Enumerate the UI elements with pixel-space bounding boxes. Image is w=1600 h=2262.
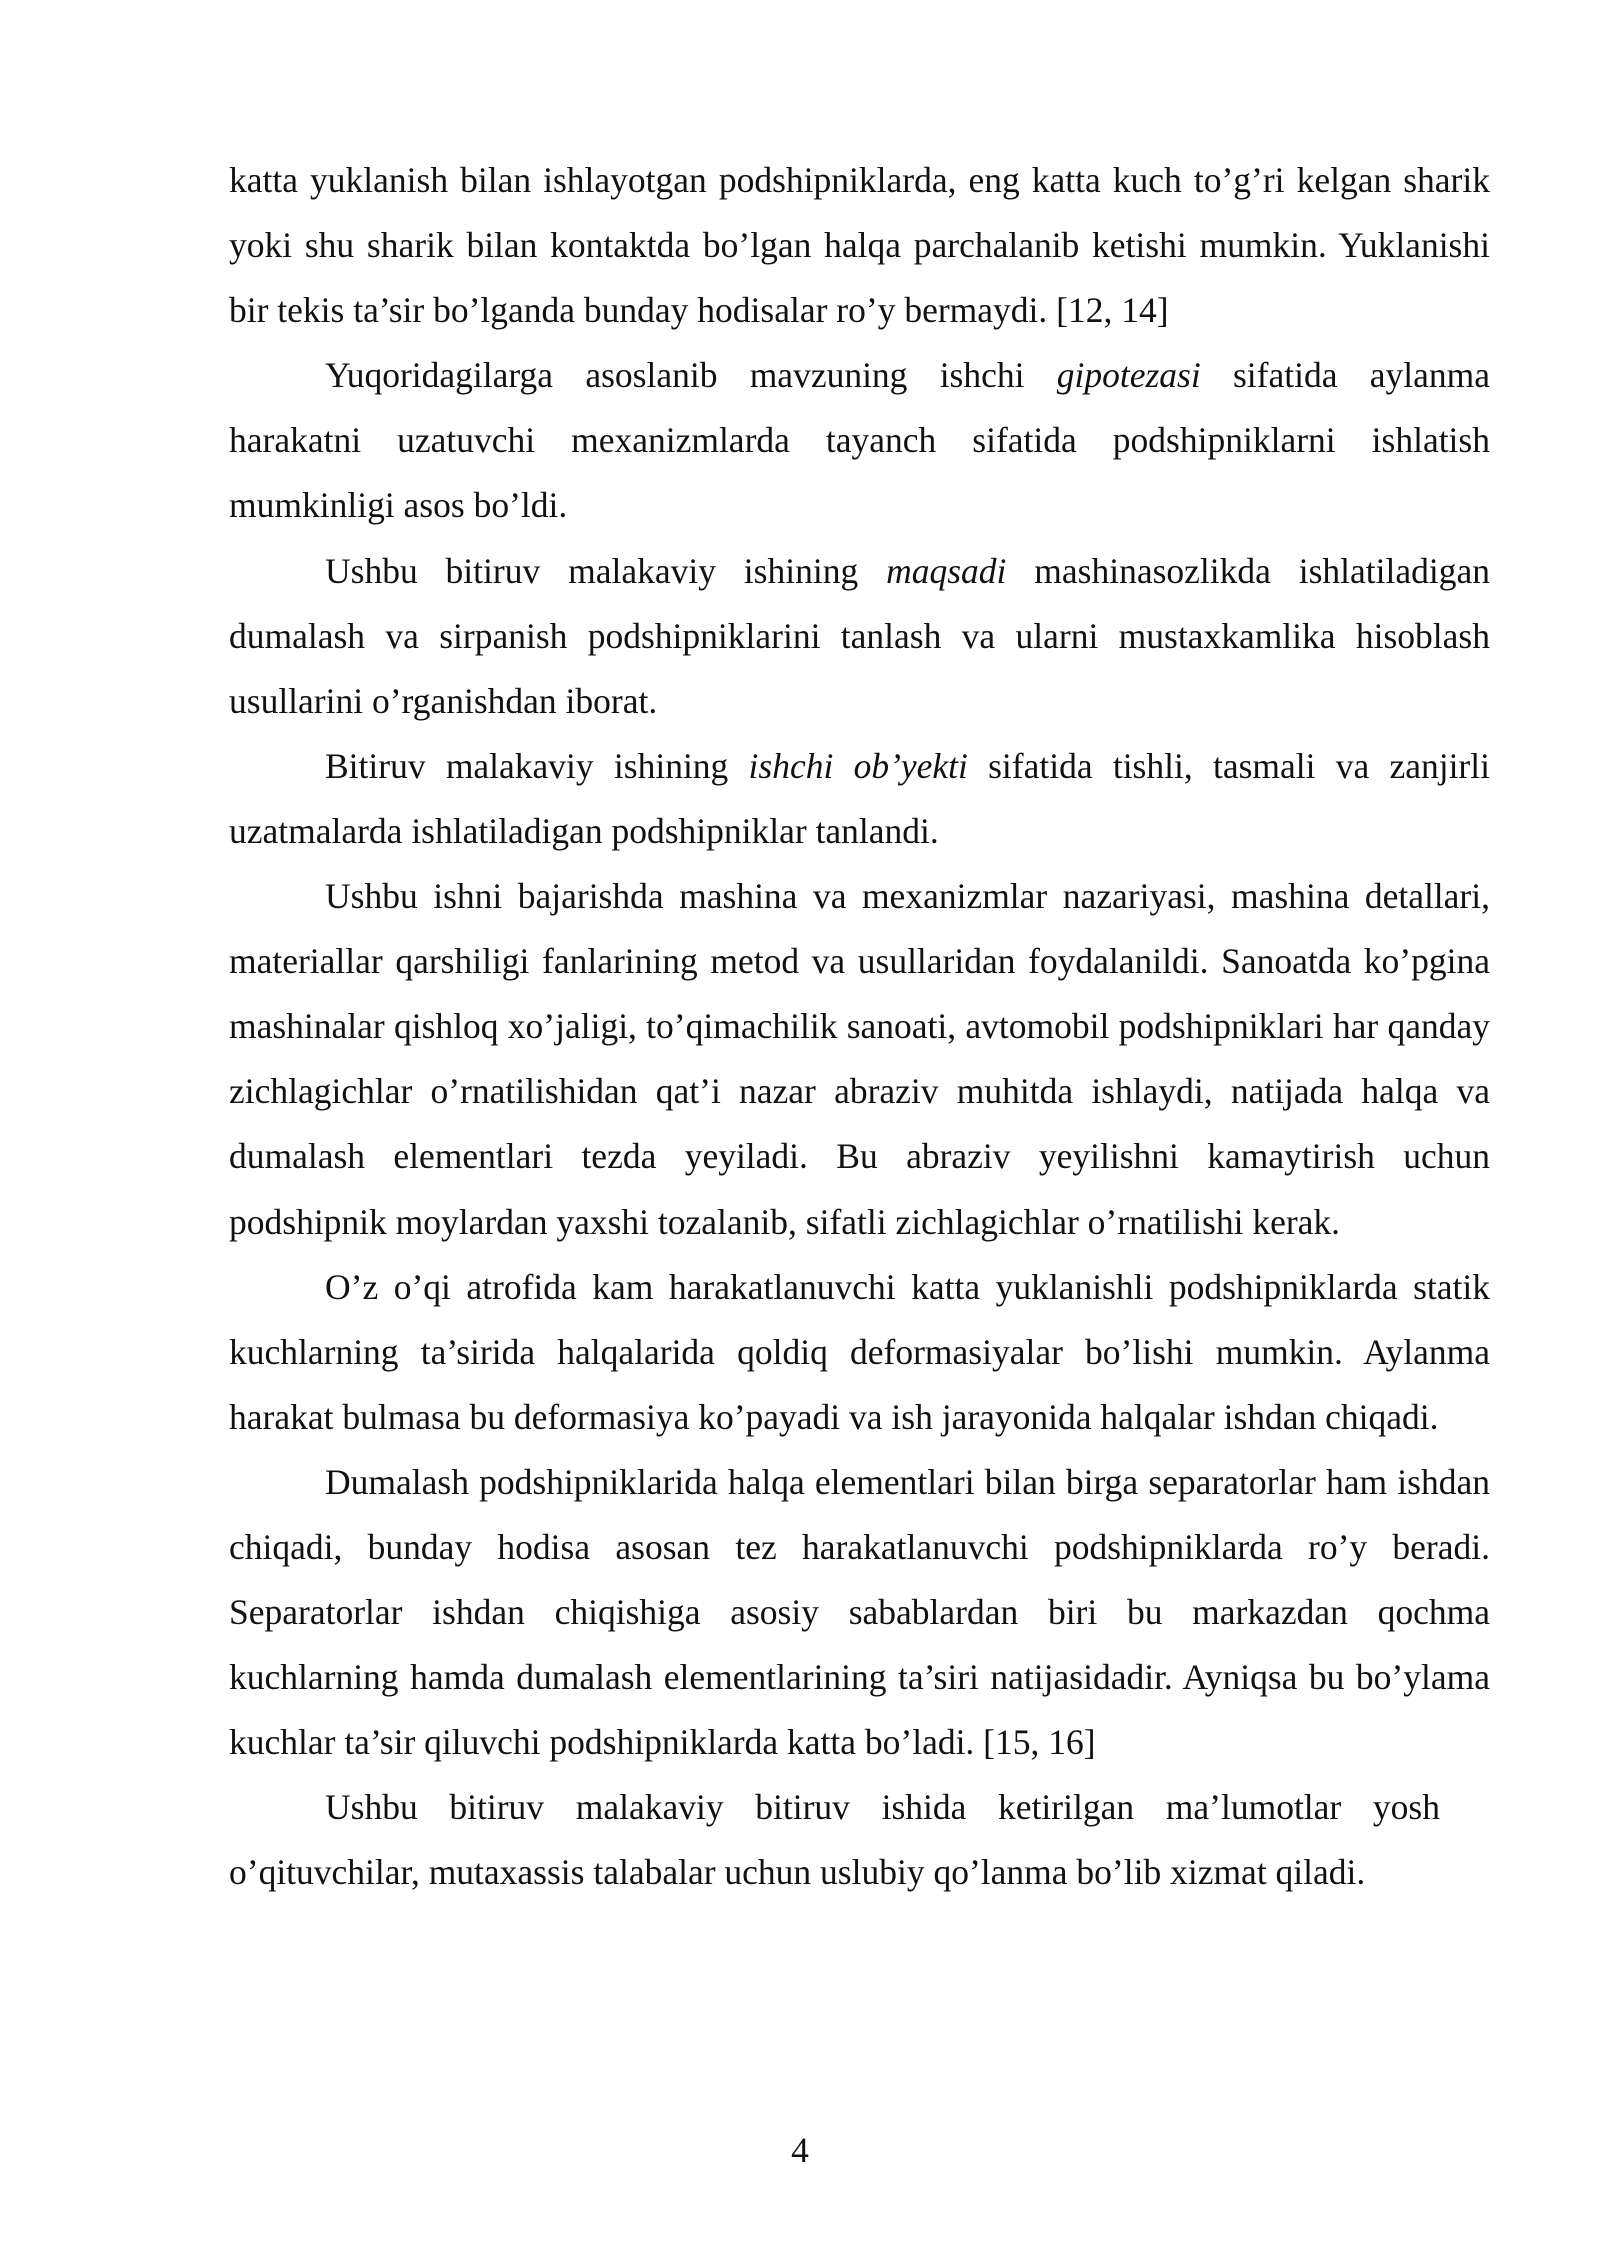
paragraph-deformation: O’z o’qi atrofida kam harakatlanuvchi katta yuklanishli podshipniklarda statik kuchlarning ta’sirida halqalarida qoldiq deformasiyalar bo’lishi mumkin. Aylanma harakat bulmasa bu deformasiya ko’payadi va ish jarayonida halqalar ishdan chiqadi.	[229, 1266, 1490, 1437]
emphasis-term: maqsadi	[886, 550, 1007, 591]
paragraph-purpose	[229, 539, 1490, 734]
emphasis-term: ishchi ob’yekti	[748, 745, 968, 786]
body-text	[229, 148, 1490, 1906]
paragraph-continuation: katta yuklanish bilan ishlayotgan podshipniklarda, eng katta kuch to’g’ri kelgan sharik yoki shu sharik bilan kontaktda bo’lgan halqa parchalanib ketishi mumkin. Yuklanishi bir tekis ta’sir bo’lganda bunday hodisalar ro’y bermaydi. [12, 14]	[229, 160, 1490, 331]
paragraph-text: Bitiruv malakaviy ishining	[325, 745, 749, 786]
paragraph-hypothesis	[229, 343, 1490, 538]
paragraph-text: o’qituvchilar, mutaxassis talabalar uchun uslubiy qo’lanma bo’lib xizmat qiladi.	[229, 1852, 1366, 1893]
paragraph-text: sifatida tishli, tasmali va zanjirli uzatmalarda ishlatiladigan podshipniklar tanlandi.	[229, 745, 1490, 851]
page-number: 4	[791, 2130, 809, 2170]
paragraph-text: Yuqoridagilarga asoslanib mavzuning ishchi	[325, 355, 1057, 396]
paragraph-object	[229, 734, 1490, 864]
paragraph-separators: Dumalash podshipniklarida halqa elementlari bilan birga separatorlar ham ishdan chiqadi, bunday hodisa asosan tez harakatlanuvchi podshipniklarda ro’y beradi. Separatorlar ishdan chiqishiga asosiy sabablardan biri bu markazdan qochma kuchlarning hamda dumalash elementlarining ta’siri natijasidadir. Ayniqsa bu bo’ylama kuchlar ta’sir qiluvchi podshipniklarda katta bo’ladi. [15, 16]	[229, 1461, 1490, 1763]
paragraph-text: Ushbu bitiruv malakaviy bitiruv ishida ketirilgan ma’lumotlar yosh	[325, 1787, 1440, 1828]
emphasis-term: gipotezasi	[1056, 355, 1201, 396]
paragraph-methods: Ushbu ishni bajarishda mashina va mexanizmlar nazariyasi, mashina detallari, materiallar qarshiligi fanlarining metod va usullaridan foydalanildi. Sanoatda ko’pgina mashinalar qishloq xo’jaligi, to’qimachilik sanoati, avtomobil podshipniklari har qanday zichlagichlar o’rnatilishidan qat’i nazar abraziv muhitda ishlaydi, natijada halqa va dumalash elementlari tezda yeyiladi. Bu abraziv yeyilishni kamaytirish uchun podshipnik moylardan yaxshi tozalanib, sifatli zichlagichlar o’rnatilishi kerak.	[229, 876, 1490, 1242]
paragraph-text: Ushbu bitiruv malakaviy ishining	[325, 550, 887, 591]
paragraph-text: mashinasozlikda ishlatiladigan dumalash va sirpanish podshipniklarini tanlash va ularni mustaxkamlika hisoblash usullarini o’rganishdan iborat.	[229, 550, 1490, 721]
paragraph-conclusion	[229, 1775, 1490, 1905]
paragraph-text: sifatida aylanma harakatni uzatuvchi mexanizmlarda tayanch sifatida podshipniklarni ishlatish mumkinligi asos bo’ldi.	[229, 355, 1490, 526]
